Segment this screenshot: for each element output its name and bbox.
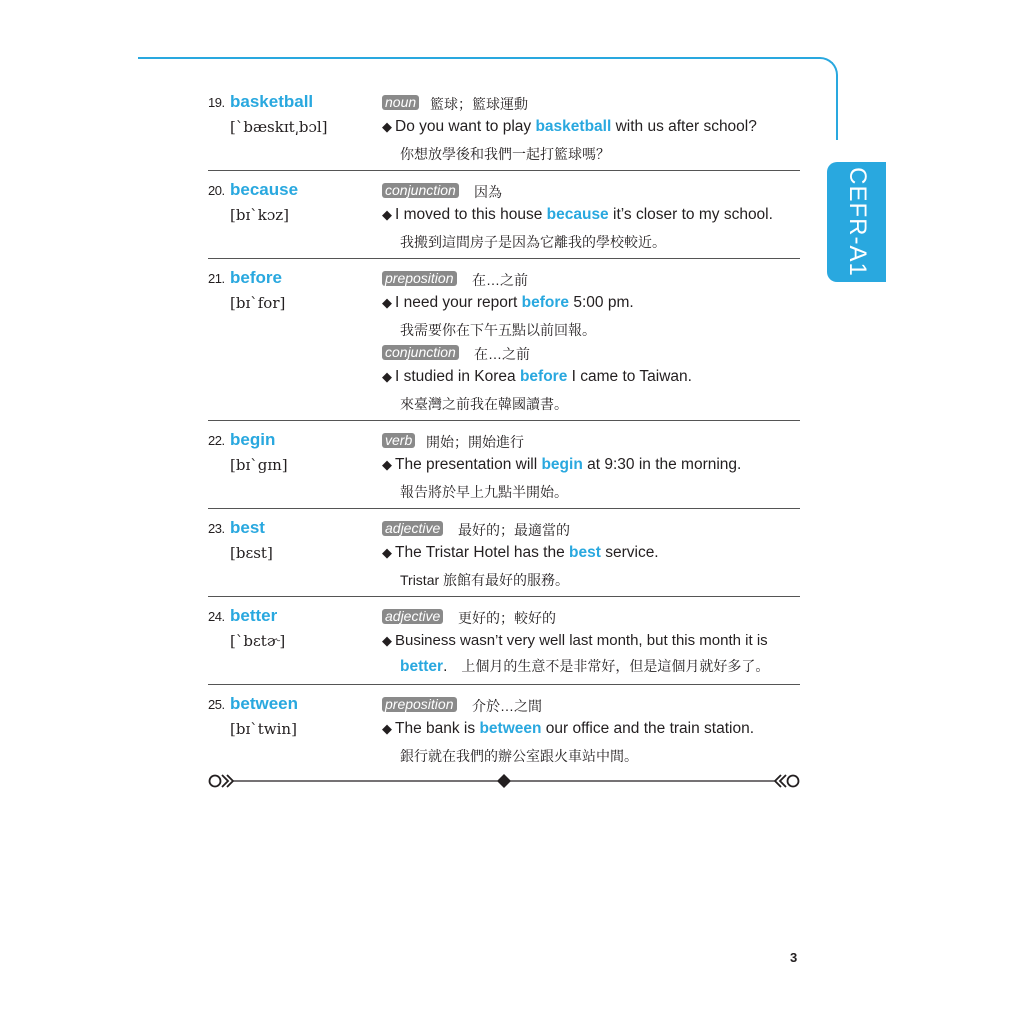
headword: because xyxy=(230,180,299,199)
entry-number: 24. xyxy=(208,609,225,624)
part-of-speech-badge: preposition xyxy=(382,271,457,286)
ornament-left-circle xyxy=(210,776,221,787)
pronunciation: [bɪˋtwin] xyxy=(230,720,297,738)
definition: 最好的；最適當的 xyxy=(458,522,570,538)
definition: 因為 xyxy=(474,184,502,200)
definition: 籃球；籃球運動 xyxy=(430,96,528,112)
diamond-bullet-icon: ◆ xyxy=(382,369,392,384)
diamond-bullet-icon: ◆ xyxy=(382,633,392,648)
ornament-right-circle xyxy=(788,776,799,787)
pronunciation: [bɪˋkɔz] xyxy=(230,206,289,224)
example-translation: 來臺灣之前我在韓國讀書。 xyxy=(400,396,568,412)
example-sentence: ◆ The bank is between our office and the train station. xyxy=(382,720,754,737)
cefr-level-label: CEFR-A1 xyxy=(843,167,871,277)
definition: 在…之前 xyxy=(472,272,528,288)
definition: 介於…之間 xyxy=(472,698,542,714)
cefr-level-tab xyxy=(827,162,886,282)
headword: better xyxy=(230,606,278,625)
entry-number: 21. xyxy=(208,271,225,286)
definition: 更好的；較好的 xyxy=(458,610,556,626)
entry-number: 22. xyxy=(208,433,225,448)
part-of-speech-badge: verb xyxy=(382,433,415,448)
diamond-bullet-icon: ◆ xyxy=(382,207,392,222)
example-translation: Tristar 旅館有最好的服務。 xyxy=(400,572,570,588)
diamond-bullet-icon: ◆ xyxy=(382,545,392,560)
pronunciation: [bɛst] xyxy=(230,544,273,562)
entry-number: 25. xyxy=(208,697,225,712)
pronunciation: [ˋbɛtɚ] xyxy=(230,632,286,650)
part-of-speech-badge: preposition xyxy=(382,697,457,712)
ornament-diamond-icon xyxy=(497,774,511,788)
divider xyxy=(208,684,800,685)
part-of-speech-badge: conjunction xyxy=(382,183,459,198)
example-translation: 報告將於早上九點半開始。 xyxy=(400,484,568,500)
headword: between xyxy=(230,694,299,713)
example-sentence: ◆ The presentation will begin at 9:30 in the morning. xyxy=(382,456,742,473)
diamond-bullet-icon: ◆ xyxy=(382,721,392,736)
part-of-speech-badge: conjunction xyxy=(382,345,459,360)
pronunciation: [bɪˋgɪn] xyxy=(230,456,288,474)
example-sentence: ◆ I moved to this house because it’s closer to my school. xyxy=(382,206,773,223)
divider xyxy=(208,258,800,259)
diamond-bullet-icon: ◆ xyxy=(382,119,392,134)
headword: basketball xyxy=(230,92,314,111)
pronunciation: [bɪˋfor] xyxy=(230,294,286,312)
example-translation: 我需要你在下午五點以前回報。 xyxy=(400,322,596,338)
definition: 開始；開始進行 xyxy=(426,434,524,450)
example-sentence: ◆ I need your report before 5:00 pm. xyxy=(382,294,634,311)
example-sentence-continued: better. 上個月的生意不是非常好，但是這個月就好多了。 xyxy=(400,658,770,675)
part-of-speech-badge: adjective xyxy=(382,609,443,624)
part-of-speech-badge: noun xyxy=(382,95,419,110)
ornament-right-chevron-icon xyxy=(775,775,786,787)
entry-number: 23. xyxy=(208,521,225,536)
part-of-speech-badge: adjective xyxy=(382,521,443,536)
example-translation: 銀行就在我們的辦公室跟火車站中間。 xyxy=(400,748,638,764)
headword: best xyxy=(230,518,265,537)
pronunciation: [ˋbæskɪt͵bɔl] xyxy=(230,118,328,136)
entry-number: 19. xyxy=(208,95,225,110)
divider xyxy=(208,170,800,171)
ornament-left-chevron-icon xyxy=(222,775,233,787)
section-end-ornament xyxy=(208,770,800,792)
example-sentence: ◆ Business wasn’t very well last month, but this month it is xyxy=(382,632,768,649)
definition: 在…之前 xyxy=(474,346,530,362)
headword: begin xyxy=(230,430,276,449)
example-sentence: ◆ The Tristar Hotel has the best service. xyxy=(382,544,659,561)
diamond-bullet-icon: ◆ xyxy=(382,295,392,310)
divider xyxy=(208,508,800,509)
example-translation: 你想放學後和我們一起打籃球嗎？ xyxy=(400,146,610,162)
example-sentence: ◆ I studied in Korea before I came to Taiwan. xyxy=(382,368,692,385)
example-translation: 上個月的生意不是非常好，但是這個月就好多了。 xyxy=(461,658,770,674)
divider xyxy=(208,420,800,421)
example-sentence: ◆ Do you want to play basketball with us after school? xyxy=(382,118,757,135)
example-translation: 我搬到這間房子是因為它離我的學校較近。 xyxy=(400,234,666,250)
page-number: 3 xyxy=(790,950,798,965)
entry-number: 20. xyxy=(208,183,225,198)
diamond-bullet-icon: ◆ xyxy=(382,457,392,472)
divider xyxy=(208,596,800,597)
headword: before xyxy=(230,268,282,287)
